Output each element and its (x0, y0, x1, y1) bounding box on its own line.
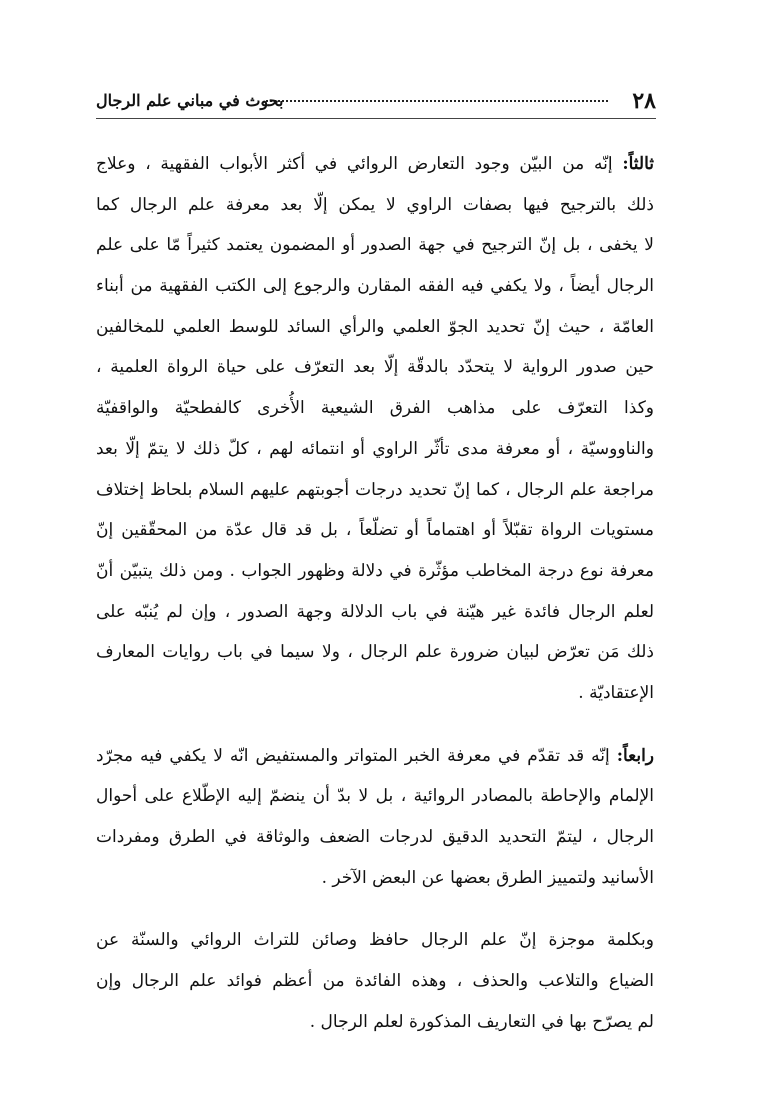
text-line: مراجعة علم الرجال ، كما إنّ تحديد درجات أجوبتهم عليهم السلام بلحاظ إختلاف (96, 479, 654, 500)
text-line: ثالثاً: إنّه من البيّن وجود التعارض الروائي في أكثر الأبواب الفقهية ، وعلاج (96, 154, 654, 174)
text-line: العامّة ، حيث إنّ تحديد الجوّ العلمي والرأي السائد للوسط العلمي للمخالفين (96, 316, 654, 337)
paragraph-gap (96, 714, 654, 736)
text-line: الإلمام والإحاطة بالمصادر الروائية ، بل لا بدّ أن ينضمّ إليه الإطّلاع على أحوال (96, 786, 654, 807)
paragraph-third (96, 144, 654, 714)
text-line: ذلك بالترجيح فيها بصفات الراوي لا يمكن إلّا بعد معرفة علم الرجال كما (96, 194, 654, 215)
text-line: رابعاً: إنّه قد تقدّم في معرفة الخبر المتواتر والمستفيض انّه لا يكفي فيه مجرّد (96, 745, 654, 766)
text-line: الرجال أيضاً ، ولا يكفي فيه الفقه المقارن والرجوع إلى الكتب الفقهية من أبناء (96, 276, 654, 297)
paragraph-summary (96, 920, 654, 1042)
body-text (96, 144, 654, 1042)
running-title: بحوث في مباني علم الرجال (96, 91, 284, 110)
paragraph-gap (96, 898, 654, 920)
header-dot-leader (266, 100, 608, 102)
paragraph-lead: ثالثاً: (622, 154, 654, 174)
paragraph-lead: رابعاً: (616, 745, 654, 766)
text-line: وكذا التعرّف على مذاهب الفرق الشيعية الأُخرى كالفطحيّة والواقفيّة (96, 398, 654, 419)
text-line: مستويات الرواة تقبّلاً أو اهتماماً أو تضلّعاً ، بل قد قال عدّة من المحقّقين إنّ (96, 520, 654, 541)
page-header (96, 86, 656, 116)
text-line: حين صدور الرواية لا يتحدّد بالدقّة إلّا بعد التعرّف على حياة الرواة العلمية ، (96, 357, 654, 378)
text-line: الضياع والتلاعب والحذف ، وهذه الفائدة من أعظم فوائد علم الرجال وإن (96, 971, 654, 992)
text-line: الإعتقاديّة . (578, 682, 654, 703)
text-line: معرفة نوع درجة المخاطب مؤثّرة في دلالة وظهور الجواب . ومن ذلك يتبيّن أنّ (96, 560, 654, 581)
paragraph-fourth (96, 736, 654, 899)
text-line: لم يصرّح بها في التعاريف المذكورة لعلم الرجال . (309, 1011, 654, 1032)
page-number: ٢٨ (632, 88, 656, 114)
text-line: الرجال ، ليتمّ التحديد الدقيق لدرجات الضعف والوثاقة في الطرق ومفردات (96, 827, 654, 847)
text-line: لا يخفى ، بل إنّ الترجيح في جهة الصدور أو المضمون يعتمد كثيراً مّا على علم (96, 235, 654, 256)
text-line: الأسانيد ولتمييز الطرق بعضها عن البعض الآخر . (321, 867, 654, 888)
text-line: لعلم الرجال فائدة غير هيّنة في باب الدلالة وجهة الصدور ، وإن لم يُنبّه على (96, 601, 654, 622)
header-rule (96, 118, 656, 119)
text-line: ذلك مَن تعرّض لبيان ضرورة علم الرجال ، ولا سيما في باب روايات المعارف (96, 642, 654, 663)
text-line: والناووسيّة ، أو معرفة مدى تأثّر الراوي أو انتمائه لهم ، كلّ ذلك لا يتمّ إلّا بعد (96, 438, 654, 459)
text-line: وبكلمة موجزة إنّ علم الرجال حافظ وصائن للتراث الروائي والسنّة عن (96, 930, 654, 951)
